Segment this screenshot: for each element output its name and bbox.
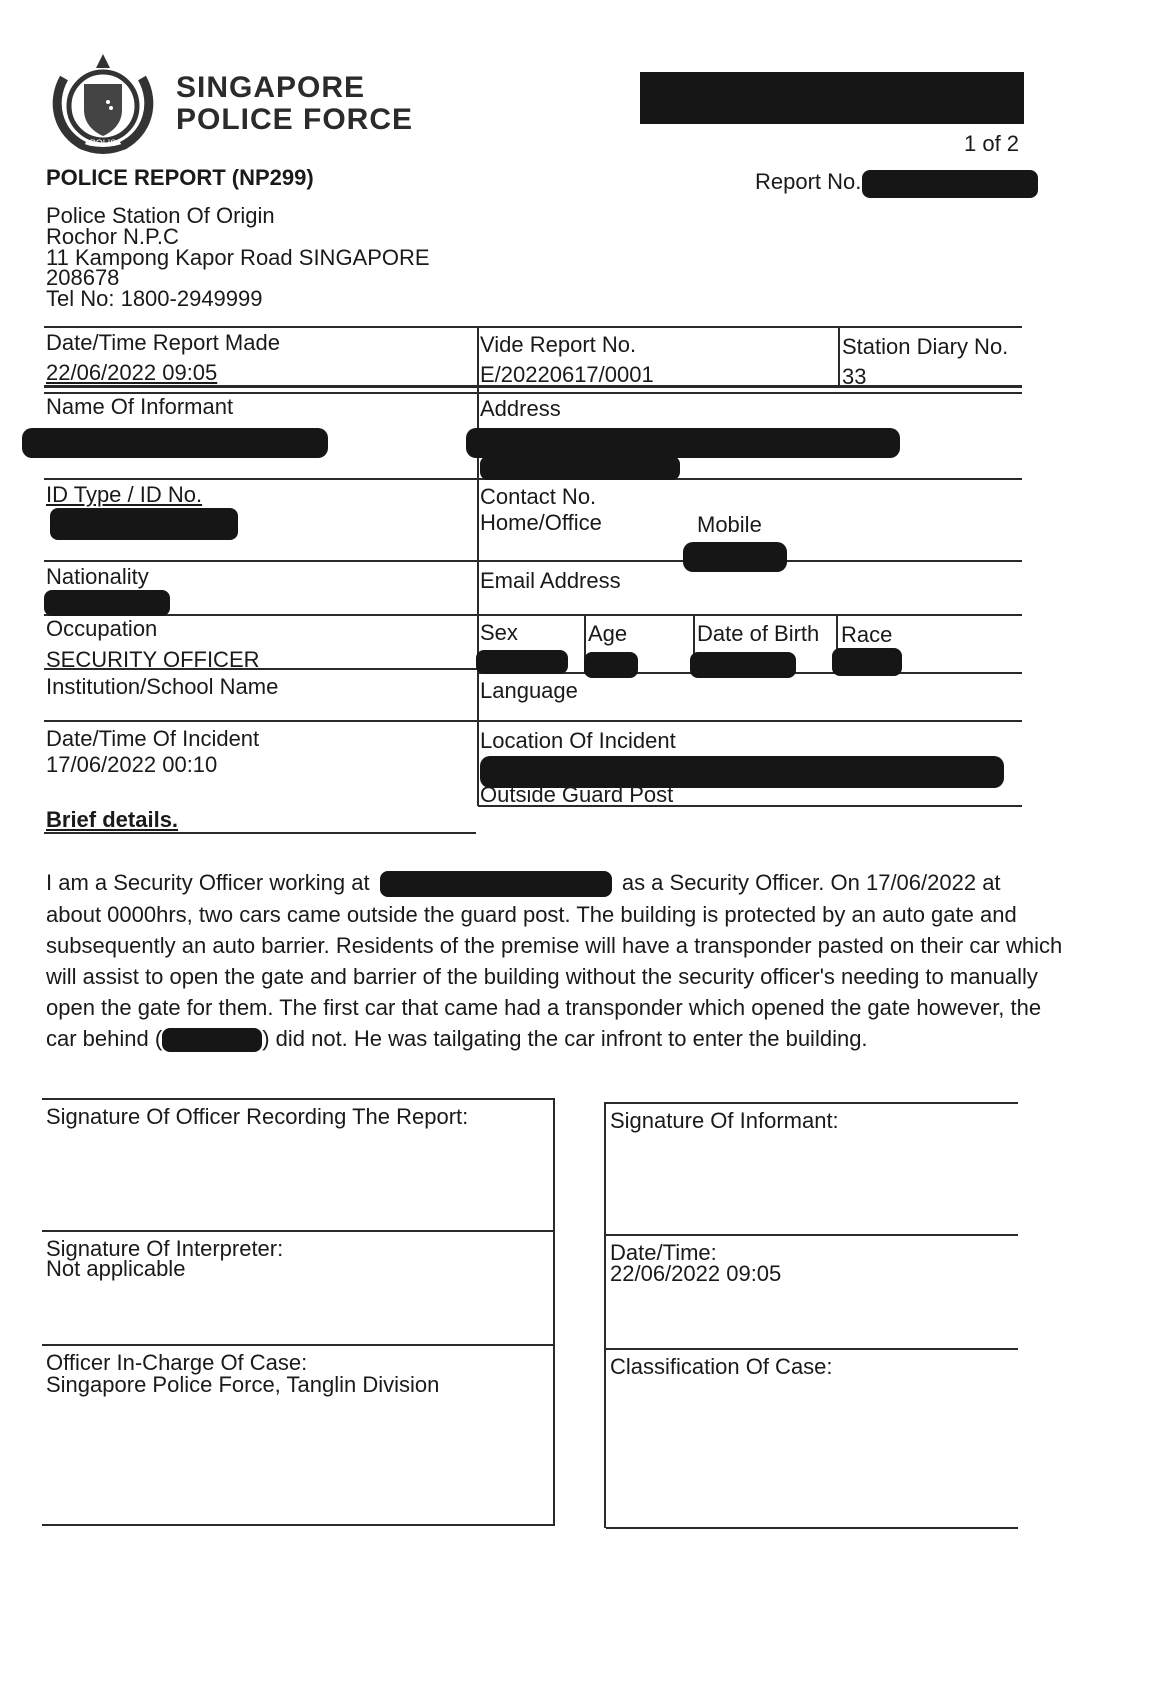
incident-time-label: Date/Time Of Incident	[46, 726, 260, 751]
row-divider-5	[44, 720, 1022, 722]
mobile-label: Mobile	[697, 512, 762, 537]
center-column-divider	[477, 326, 479, 806]
sign-datetime-value: 22/06/2022 09:05	[610, 1261, 782, 1286]
sig-bottom-right	[606, 1527, 1018, 1529]
report-no-label: Report No.	[755, 169, 862, 194]
row-divider-3	[44, 614, 1022, 616]
race-label: Race	[841, 622, 893, 647]
interpreter-signature-value: Not applicable	[46, 1256, 186, 1281]
brief-line-6	[46, 1022, 868, 1056]
redacted-workplace	[380, 871, 612, 897]
occupation-value: SECURITY OFFICER	[46, 647, 260, 672]
brief-line-1-b: as a Security Officer. On 17/06/2022 at	[615, 870, 1001, 895]
occupation-label: Occupation	[46, 616, 158, 641]
language-label: Language	[480, 678, 578, 703]
vide-report-no-value: E/20220617/0001	[480, 362, 654, 387]
redacted-id-no	[50, 508, 238, 540]
brief-line-4: will assist to open the gate and barrier of the building without the security officer's needing to manually	[46, 964, 1038, 989]
brief-line-1	[46, 866, 1001, 900]
brief-details-heading: Brief details.	[46, 807, 179, 832]
sig-top-right	[606, 1102, 1018, 1104]
interpreter-signature-label: Signature Of Interpreter:	[46, 1236, 284, 1261]
station-diary-divider	[838, 326, 840, 388]
email-address-label: Email Address	[480, 568, 621, 593]
date-time-report-made-label: Date/Time Report Made	[46, 330, 280, 355]
redacted-report-no	[862, 170, 1038, 198]
spf-crest-logo	[44, 48, 162, 156]
brief-line-5: open the gate for them. The first car that came had a transponder which opened the gate however, the	[46, 995, 1042, 1020]
institution-label: Institution/School Name	[46, 674, 279, 699]
classification-label: Classification Of Case:	[610, 1354, 833, 1379]
form-title: POLICE REPORT (NP299)	[46, 165, 314, 190]
table-top-border	[44, 326, 1022, 328]
org-name-line2: POLICE FORCE	[176, 103, 414, 136]
id-type-label: ID Type / ID No.	[46, 482, 203, 507]
origin-tel: Tel No: 1800-2949999	[46, 286, 263, 311]
sig-row-2-left	[42, 1344, 554, 1346]
redacted-barcode	[640, 72, 1024, 124]
station-diary-no-label: Station Diary No.	[842, 334, 1009, 359]
home-office-label: Home/Office	[480, 510, 602, 535]
redacted-address-line2	[480, 456, 680, 480]
location-detail: Outside Guard Post	[480, 782, 674, 807]
brief-line-1-a: I am a Security Officer working at	[46, 870, 376, 895]
brief-heading-rule	[44, 832, 476, 834]
brief-line-6-a: car behind (	[46, 1026, 163, 1051]
sex-label: Sex	[480, 620, 518, 645]
redacted-race	[832, 648, 902, 676]
sig-row-1-left	[42, 1230, 554, 1232]
sig-right-left-border	[604, 1102, 606, 1528]
officer-signature-label: Signature Of Officer Recording The Report:	[46, 1104, 469, 1129]
nationality-label: Nationality	[46, 564, 149, 589]
incident-time-value: 17/06/2022 00:10	[46, 752, 218, 777]
redacted-dob	[690, 652, 796, 678]
oic-value: Singapore Police Force, Tanglin Division	[46, 1372, 440, 1397]
row-divider-2	[44, 560, 1022, 562]
origin-postal: 208678	[46, 265, 120, 290]
redacted-nationality	[44, 590, 170, 616]
age-label: Age	[588, 621, 628, 646]
vide-report-no-label: Vide Report No.	[480, 332, 637, 357]
sig-row-2-right	[606, 1348, 1018, 1350]
sig-row-1-right	[606, 1234, 1018, 1236]
brief-line-3: subsequently an auto barrier. Residents of the premise will have a transponder pasted on their car which	[46, 933, 1063, 958]
brief-line-6-b: ) did not. He was tailgating the car infront to enter the building.	[262, 1026, 868, 1051]
sig-bottom-left	[42, 1524, 554, 1526]
address-label: Address	[480, 396, 561, 421]
contact-no-label: Contact No.	[480, 484, 597, 509]
redacted-vehicle	[162, 1028, 262, 1052]
origin-station: Rochor N.P.C	[46, 224, 179, 249]
org-name-line1: SINGAPORE	[176, 71, 366, 104]
name-of-informant-label: Name Of Informant	[46, 394, 234, 419]
sig-top-left	[42, 1098, 554, 1100]
station-diary-no-value: 33	[842, 364, 867, 389]
sig-left-right-border	[553, 1098, 555, 1526]
origin-address: 11 Kampong Kapor Road SINGAPORE	[46, 245, 430, 270]
oic-label: Officer In-Charge Of Case:	[46, 1350, 308, 1375]
redacted-sex	[476, 650, 568, 674]
date-time-report-made-value: 22/06/2022 09:05	[46, 360, 218, 385]
date-of-birth-label: Date of Birth	[697, 621, 820, 646]
sign-datetime-label: Date/Time:	[610, 1240, 717, 1265]
redacted-informant-name	[22, 428, 328, 458]
redacted-age	[584, 652, 638, 678]
svg-text:POLIS: POLIS	[89, 138, 117, 148]
page-indicator: 1 of 2	[964, 131, 1020, 156]
redacted-address-line1	[466, 428, 900, 458]
redacted-mobile	[683, 542, 787, 572]
origin-label: Police Station Of Origin	[46, 203, 275, 228]
brief-line-2: about 0000hrs, two cars came outside the guard post. The building is protected by an auto gate and	[46, 902, 1017, 927]
informant-signature-label: Signature Of Informant:	[610, 1108, 839, 1133]
location-of-incident-label: Location Of Incident	[480, 728, 676, 753]
